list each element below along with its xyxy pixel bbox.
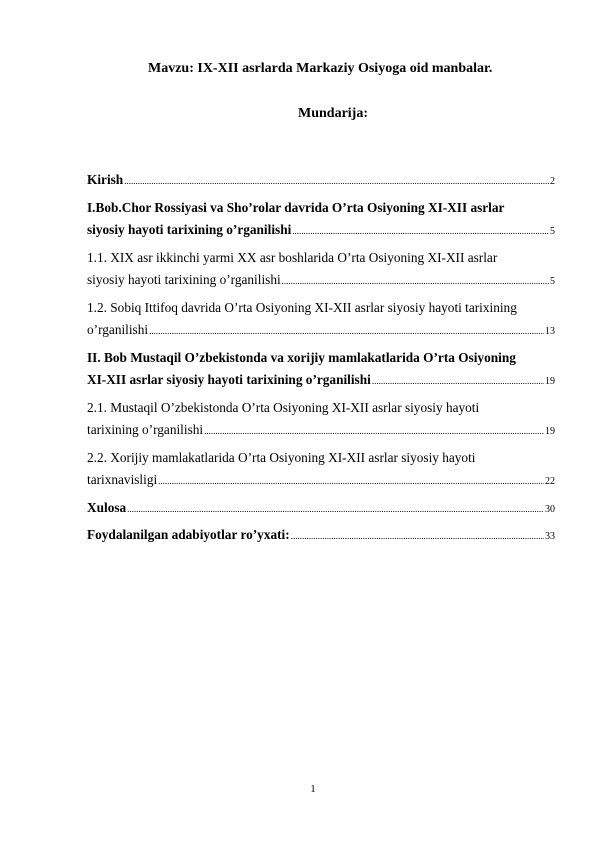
toc-entry-page: 5 [550,276,555,287]
toc-entry-2-1[interactable] [87,397,555,444]
toc-entry-page: 2 [550,176,555,187]
toc-entry-xulosa[interactable] [87,497,555,522]
document-topic: Mavzu: IX-XII asrlarda Markaziy Osiyoga oid manbalar. [148,61,493,76]
toc-entry-2-2[interactable] [87,447,555,494]
toc-entry-page: 19 [545,426,555,437]
toc-entry-title-cont: tarixnavisligi [87,472,158,487]
toc-entry-page: 19 [545,376,555,387]
dot-leader [372,370,544,393]
toc-entry-title: 2.2. Xorijiy mamlakatlarida O’rta Osiyoning XI-XII asrlar siyosiy hayoti [87,449,476,465]
toc-entry-title: 2.1. Mustaqil O’zbekistonda O’rta Osiyoning XI-XII asrlar siyosiy hayoti [87,399,480,415]
toc-entry-1-1[interactable] [87,247,555,294]
toc-entry-chapter-1[interactable] [87,197,555,244]
table-of-contents [87,169,555,552]
toc-entry-title: I.Bob.Chor Rossiyasi va Sho’rolar davrida O’rta Osiyoning XI-XII asrlar [87,199,505,215]
toc-entry-page: 30 [545,503,555,515]
dot-leader [282,270,549,293]
toc-entry-title-cont: siyosiy hayoti tarixining o’rganilishi [87,272,281,287]
toc-heading: Mundarija: [298,106,368,121]
toc-entry-page: 5 [550,226,555,237]
dot-leader [158,470,544,493]
toc-entry-title-cont: siyosiy hayoti tarixining o’rganilishi [87,222,292,237]
toc-entry-title: Foydalanilgan adabiyotlar ro’yxati: [87,527,290,542]
toc-entry-title-cont: o’rganilishi [87,322,149,337]
toc-entry-title: II. Bob Mustaqil O’zbekistonda va xorijiy mamlakatlarida O’rta Osiyoning [87,349,516,365]
toc-entry-page: 33 [545,531,555,542]
toc-entry-title: 1.2. Sobiq Ittifoq davrida O’rta Osiyoning XI-XII asrlar siyosiy hayoti tarixining [87,299,517,315]
toc-entry-title-cont: XI-XII asrlar siyosiy hayoti tarixining o’rganilishi [87,372,371,387]
dot-leader [291,525,544,548]
toc-entry-1-2[interactable] [87,297,555,344]
toc-entry-title-cont: tarixining o’rganilishi [87,422,204,437]
toc-entry-bibliography[interactable] [87,524,555,549]
toc-entry-page: 22 [545,476,555,487]
dot-leader [292,220,549,243]
dot-leader [149,320,544,343]
toc-entry-title: 1.1. XIX asr ikkinchi yarmi XX asr boshlarida O’rta Osiyoning XI-XII asrlar [87,249,498,265]
toc-entry-page: 13 [545,326,555,337]
dot-leader [204,420,544,443]
toc-entry-title: Kirish [87,172,124,187]
page-number: 1 [310,783,316,795]
toc-entry-title: Xulosa [87,499,127,515]
dot-leader [127,498,544,521]
toc-entry-chapter-2[interactable] [87,347,555,394]
toc-entry-kirish[interactable] [87,169,555,194]
dot-leader [124,170,549,193]
